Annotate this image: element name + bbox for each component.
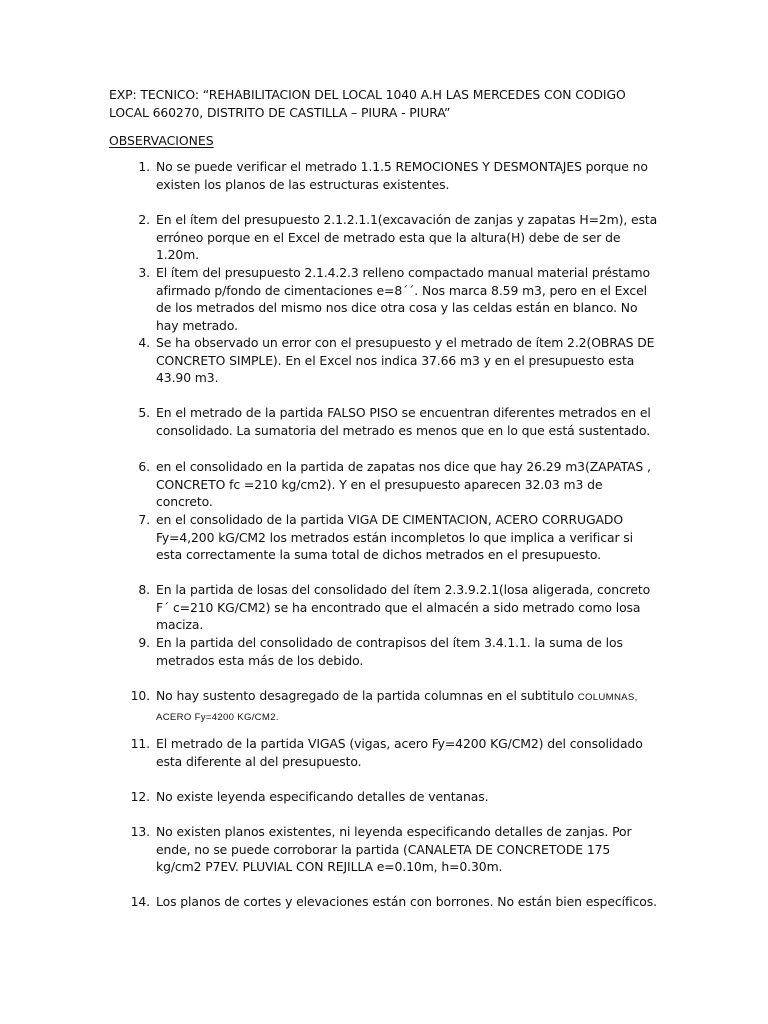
observation-number: 6. bbox=[138, 459, 150, 474]
observation-number: 13. bbox=[130, 824, 150, 839]
observation-text: En el metrado de la partida FALSO PISO se encuentran diferentes metrados en el consolidado. La sumatoria del metrado es menos que en lo que está sustentado. bbox=[156, 405, 651, 438]
section-title: OBSERVACIONES bbox=[109, 133, 214, 148]
observation-text bbox=[156, 687, 658, 726]
observation-number: 14. bbox=[130, 894, 150, 909]
document-header: EXP: TECNICO: “REHABILITACION DEL LOCAL 1040 A.H LAS MERCEDES CON CODIGO LOCAL 660270, DISTRITO DE CASTILLA – PIURA - PIURA” bbox=[109, 87, 626, 120]
observation-text: En la partida del consolidado de contrapisos del ítem 3.4.1.1. la suma de los metrados esta más de los debido. bbox=[156, 635, 623, 668]
observation-number: 8. bbox=[138, 582, 150, 597]
observation-text: El ítem del presupuesto 2.1.4.2.3 relleno compactado manual material préstamo afirmado p/fondo de cimentaciones e=8´´. Nos marca 8.59 m3, pero en el Excel de los metrados del mismo nos dice otra cosa y las celdas están en blanco. No hay metrado. bbox=[156, 265, 650, 333]
observation-text-main: No hay sustento desagregado de la partida columnas en el subtitulo bbox=[156, 688, 574, 703]
observation-text: Los planos de cortes y elevaciones están con borrones. No están bien específicos. bbox=[156, 894, 657, 909]
observation-text: El metrado de la partida VIGAS (vigas, acero Fy=4200 KG/CM2) del consolidado esta diferente al del presupuesto. bbox=[156, 736, 643, 769]
observation-number: 3. bbox=[138, 265, 150, 280]
observation-text: Se ha observado un error con el presupuesto y el metrado de ítem 2.2(OBRAS DE CONCRETO SIMPLE). En el Excel nos indica 37.66 m3 y en el presupuesto esta 43.90 m3. bbox=[156, 335, 655, 385]
observation-text: No se puede verificar el metrado 1.1.5 REMOCIONES Y DESMONTAJES porque no existen los planos de las estructuras existentes. bbox=[156, 159, 648, 192]
observation-number: 7. bbox=[138, 512, 150, 527]
observation-number: 4. bbox=[138, 335, 150, 350]
observation-number: 2. bbox=[138, 212, 150, 227]
observation-text: No existen planos existentes, ni leyenda especificando detalles de zanjas. Por ende, no se puede corroborar la partida (CANALETA DE CONCRETODE 175 kg/cm2 P7EV. PLUVIAL CON REJILLA e=0.10m, h=0.30m. bbox=[156, 824, 632, 874]
observation-text: en el consolidado en la partida de zapatas nos dice que hay 26.29 m3(ZAPATAS , CONCRETO fc =210 kg/cm2). Y en el presupuesto aparecen 32.03 m3 de concreto. bbox=[156, 459, 651, 509]
observation-number: 5. bbox=[138, 405, 150, 420]
observation-number: 11. bbox=[130, 736, 150, 751]
observation-text: No existe leyenda especificando detalles de ventanas. bbox=[156, 789, 489, 804]
observation-number: 1. bbox=[138, 159, 150, 174]
observation-text: En la partida de losas del consolidado del ítem 2.3.9.2.1(losa aligerada, concreto F´ c=210 KG/CM2) se ha encontrado que el almacén a sido metrado como losa maciza. bbox=[156, 582, 651, 632]
observation-text: en el consolidado de la partida VIGA DE CIMENTACION, ACERO CORRUGADO Fy=4,200 kG/CM2 los metrados están incompletos lo que implica a verificar si esta correctamente la suma total de dichos metrados en el presupuesto. bbox=[156, 512, 633, 562]
observation-number: 10. bbox=[130, 688, 150, 703]
observation-number: 9. bbox=[138, 635, 150, 650]
observation-text: En el ítem del presupuesto 2.1.2.1.1(excavación de zanjas y zapatas H=2m), esta erróneo porque en el Excel de metrado esta que la altura(H) debe de ser de 1.20m. bbox=[156, 212, 658, 262]
observation-text-small-caps: COLUMNAS, ACERO Fy=4200 KG/CM2. bbox=[156, 692, 638, 723]
observation-number: 12. bbox=[130, 789, 150, 804]
